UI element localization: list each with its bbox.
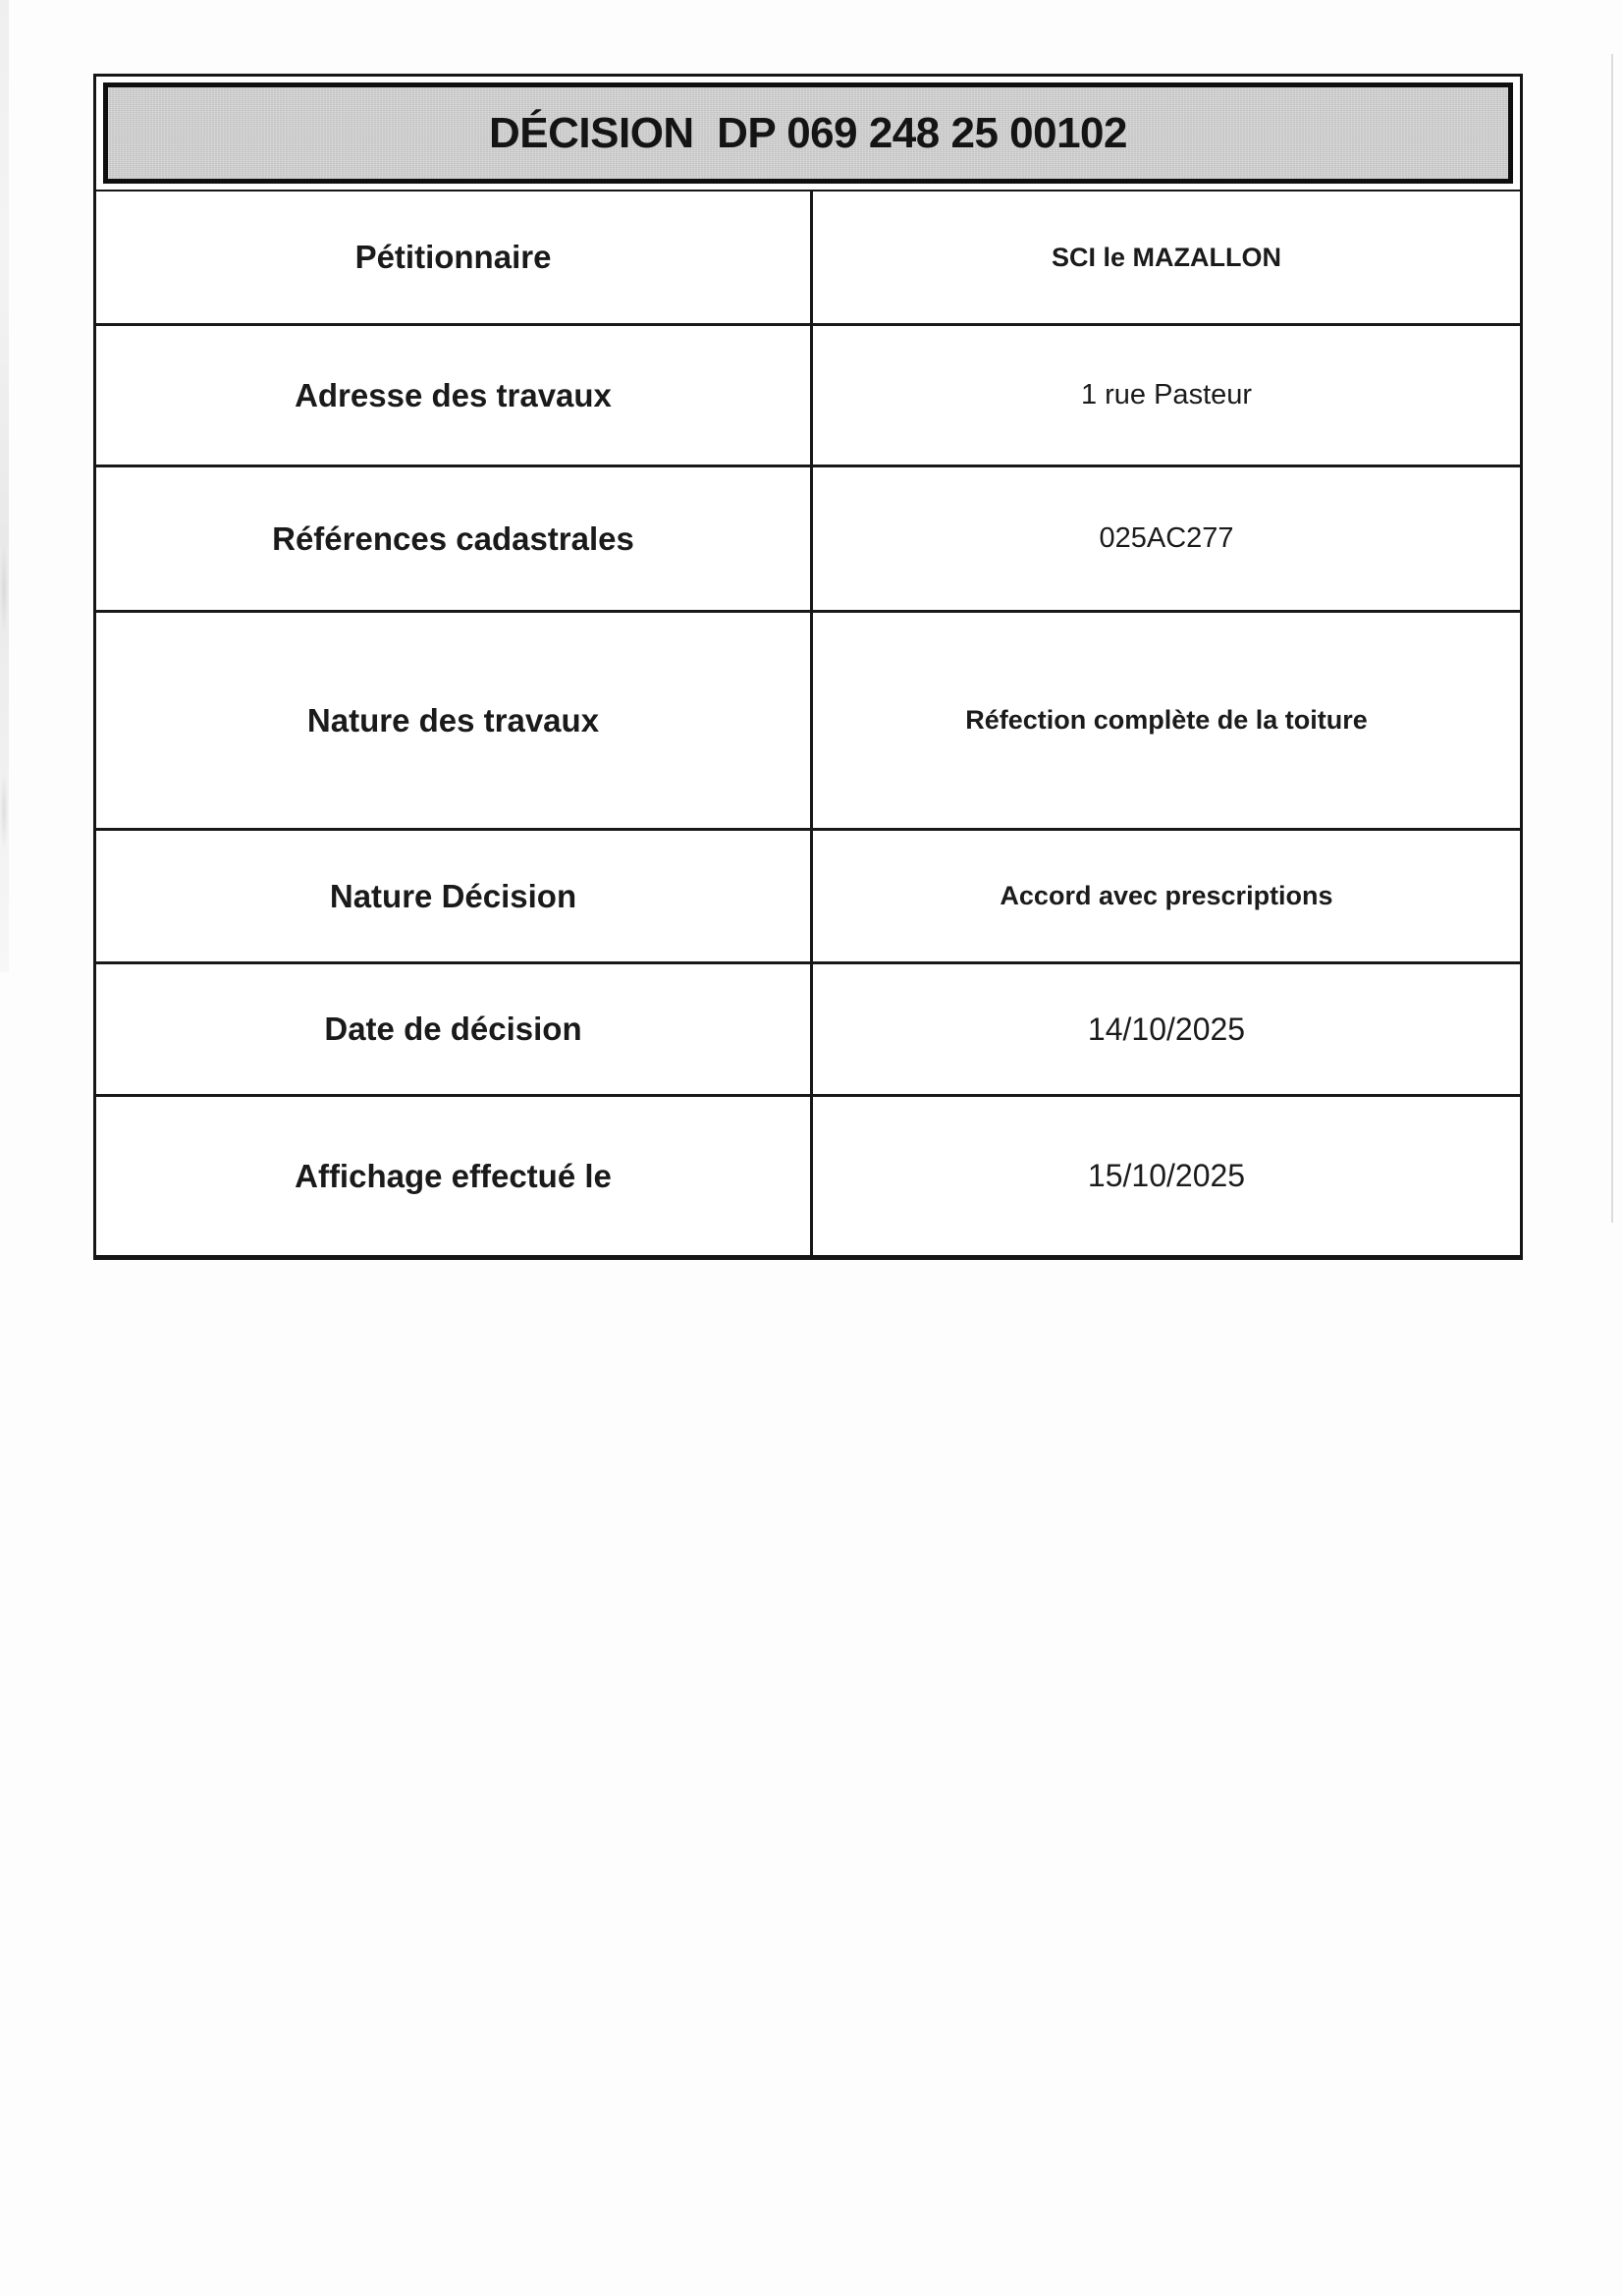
row-label: Nature des travaux: [306, 701, 600, 738]
row-value-cell: [813, 964, 1520, 1094]
table-header-row: [96, 77, 1520, 191]
row-label: Pétitionnaire: [354, 239, 552, 275]
row-label-cell: [96, 1097, 813, 1255]
row-label-cell: [96, 326, 813, 465]
table-row: [96, 613, 1520, 831]
row-value-cell: [813, 191, 1520, 323]
header-title-box: [103, 82, 1513, 184]
table-row: [96, 831, 1520, 964]
row-label: Date de décision: [324, 1011, 582, 1047]
row-value-cell: [813, 1097, 1520, 1255]
table-row: [96, 326, 1520, 467]
row-value-cell: [813, 831, 1520, 961]
row-label-cell: [96, 467, 813, 610]
scan-artifact-right-line: [1611, 54, 1613, 1223]
row-value: 15/10/2025: [1087, 1158, 1246, 1193]
row-value: 1 rue Pasteur: [1080, 379, 1253, 410]
row-value-cell: [813, 467, 1520, 610]
decision-table: [93, 74, 1523, 1260]
row-label: Adresse des travaux: [295, 376, 612, 413]
row-value-cell: [813, 326, 1520, 465]
row-value-cell: [813, 613, 1520, 828]
scan-artifact-smudge: [0, 542, 8, 635]
row-value: SCI le MAZALLON: [1052, 242, 1281, 272]
row-label: Affichage effectué le: [295, 1157, 612, 1194]
row-value: 025AC277: [1099, 522, 1234, 554]
table-row: [96, 191, 1520, 326]
page-title: DÉCISION DP 069 248 25 00102: [489, 108, 1127, 157]
row-value: 14/10/2025: [1087, 1011, 1246, 1047]
table-row: [96, 467, 1520, 613]
row-value: Réfection complète de la toiture: [965, 705, 1368, 735]
row-value: Accord avec prescriptions: [1000, 881, 1333, 910]
row-label: Nature Décision: [329, 877, 577, 914]
row-label-cell: [96, 831, 813, 961]
row-label-cell: [96, 613, 813, 828]
row-label-cell: [96, 191, 813, 323]
table-row: [96, 1097, 1520, 1255]
scan-artifact-smudge: [0, 771, 8, 849]
table-row: [96, 964, 1520, 1097]
row-label-cell: [96, 964, 813, 1094]
row-label: Références cadastrales: [272, 519, 634, 557]
